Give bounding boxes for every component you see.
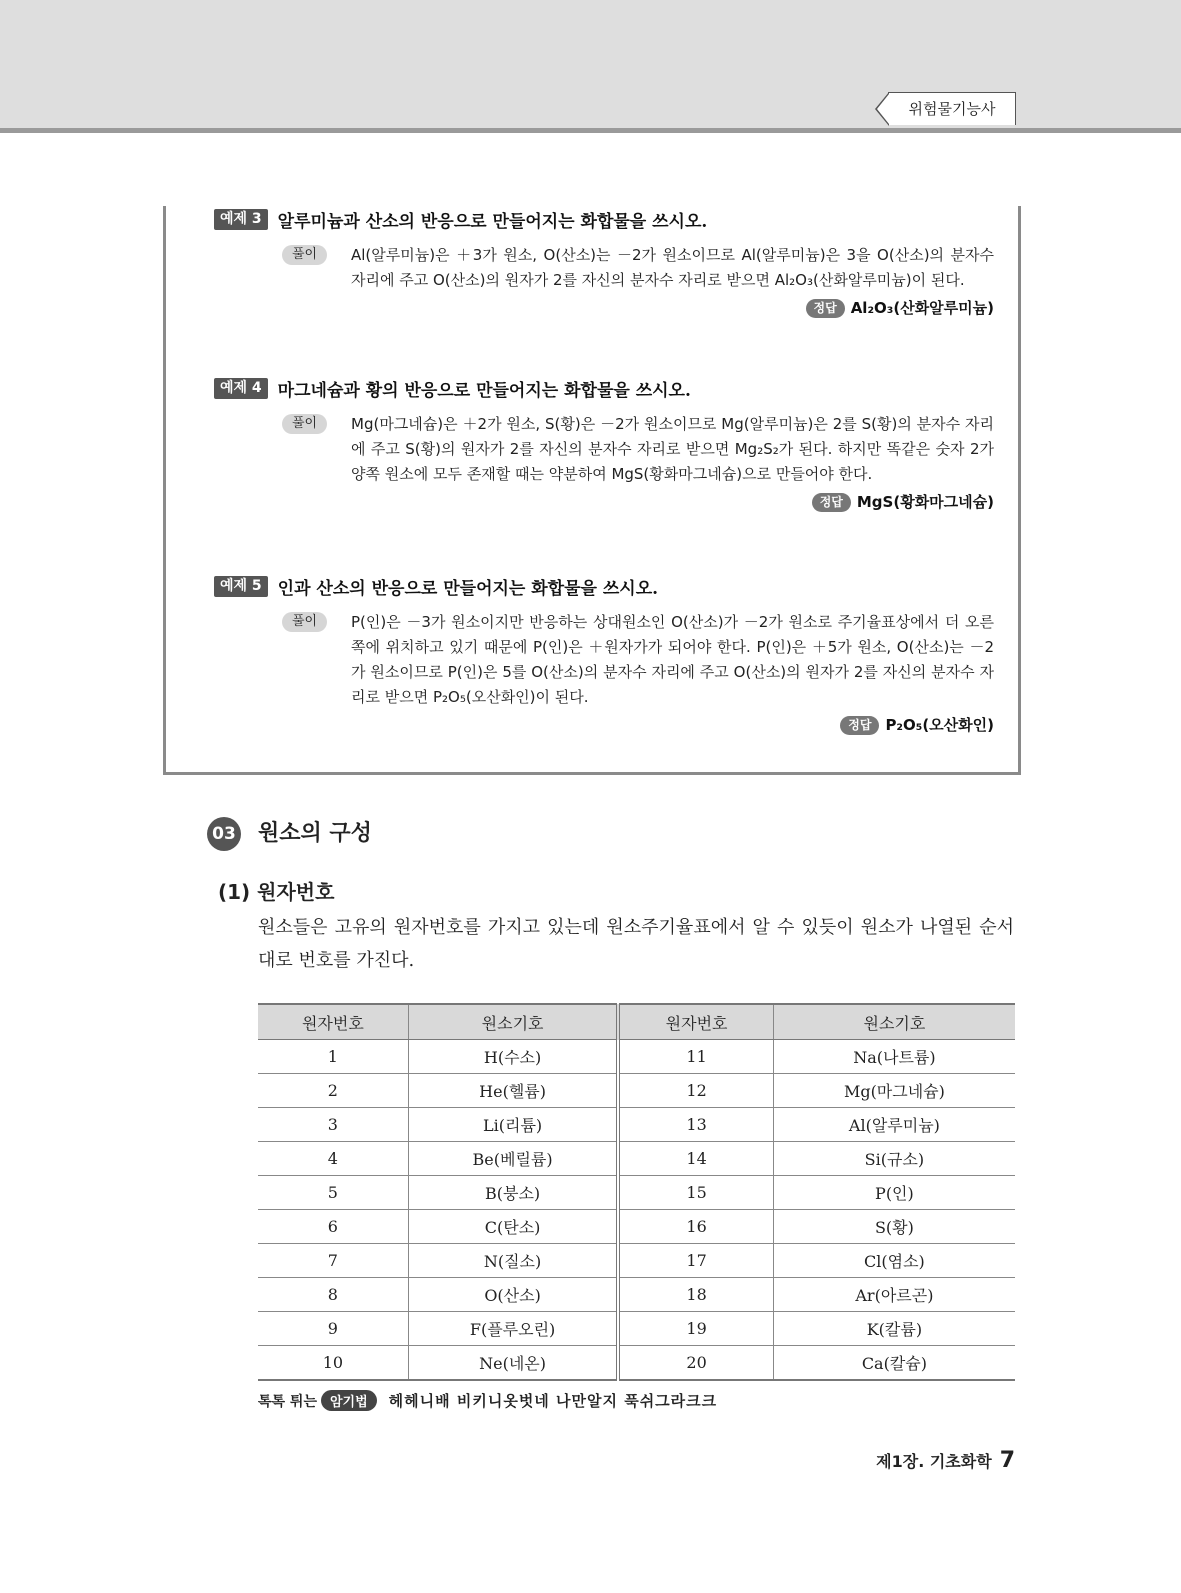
- table-cell: 5: [258, 1176, 408, 1210]
- table-cell: Ar(아르곤): [773, 1278, 1015, 1312]
- tip-brand: 톡톡 튀는: [258, 1393, 317, 1410]
- solution-tag: 풀이: [282, 612, 327, 632]
- answer-line: [214, 714, 994, 735]
- table-cell: F(플루오린): [408, 1312, 618, 1346]
- answer-line: [214, 491, 994, 512]
- table-cell: Cl(염소): [773, 1244, 1015, 1278]
- table-row: [258, 1210, 1015, 1244]
- page-number: 7: [999, 1448, 1015, 1473]
- table-cell: 10: [258, 1346, 408, 1381]
- table-cell: 1: [258, 1040, 408, 1074]
- table-cell: 3: [258, 1108, 408, 1142]
- table-cell: 19: [618, 1312, 773, 1346]
- table-cell: 17: [618, 1244, 773, 1278]
- example-badge: 예제 4: [214, 378, 268, 399]
- table-header-cell: 원자번호: [258, 1004, 408, 1040]
- table-cell: 2: [258, 1074, 408, 1108]
- example-question: 마그네슘과 황의 반응으로 만들어지는 화합물을 쓰시오.: [277, 380, 691, 401]
- table-row: [258, 1040, 1015, 1074]
- table-cell: N(질소): [408, 1244, 618, 1278]
- table-cell: He(헬륨): [408, 1074, 618, 1108]
- section-paragraph: 원소들은 고유의 원자번호를 가지고 있는데 원소주기율표에서 알 수 있듯이 원소가 나열된 순서대로 번호를 가진다.: [258, 917, 1014, 971]
- answer-tag: 정답: [806, 299, 845, 318]
- tip-text: 헤헤니배 비키니옷벗네 나만알지 푹쉬그라크크: [388, 1392, 718, 1410]
- solution-text: Al(알루미늄)은 ＋3가 원소, O(산소)는 －2가 원소이므로 Al(알루미늄)은 3을 O(산소)의 분자수 자리에 주고 O(산소)의 원자가 2를 자신의 분자수 자리로 받으면 Al₂O₃(산화알루미늄)이 된다.: [351, 246, 994, 289]
- tip-label: 암기법: [321, 1390, 377, 1411]
- example-question: 알루미늄과 산소의 반응으로 만들어지는 화합물을 쓰시오.: [277, 211, 708, 232]
- table-cell: O(산소): [408, 1278, 618, 1312]
- table-cell: 13: [618, 1108, 773, 1142]
- table-cell: Ne(네온): [408, 1346, 618, 1381]
- section-title: 원소의 구성: [258, 821, 372, 846]
- table-cell: Be(베릴륨): [408, 1142, 618, 1176]
- answer-tag: 정답: [840, 716, 879, 735]
- tip-line: [258, 1390, 717, 1411]
- subsection-title: (1) 원자번호: [218, 880, 335, 904]
- table-row: [258, 1244, 1015, 1278]
- table-cell: P(인): [773, 1176, 1015, 1210]
- examples-box: [163, 206, 1021, 775]
- table-header-cell: 원자번호: [618, 1004, 773, 1040]
- example-5: [214, 572, 994, 735]
- solution-text: Mg(마그네슘)은 ＋2가 원소, S(황)은 －2가 원소이므로 Mg(알루미늄)은 2를 S(황)의 분자수 자리에 주고 S(황)의 원자가 2를 자신의 분자수 자리로 받으면 Mg₂S₂가 된다. 하지만 똑같은 숫자 2가 양쪽 원소에 모두 존재할 때는 약분하여 MgS(황화마그네슘)으로 만들어야 한다.: [351, 415, 994, 483]
- table-cell: C(탄소): [408, 1210, 618, 1244]
- table-cell: 4: [258, 1142, 408, 1176]
- table-cell: Mg(마그네슘): [773, 1074, 1015, 1108]
- table-row: [258, 1312, 1015, 1346]
- section-number: 03: [207, 817, 241, 851]
- table-cell: H(수소): [408, 1040, 618, 1074]
- header-divider: [0, 128, 1181, 133]
- table-cell: 14: [618, 1142, 773, 1176]
- answer-text: MgS(황화마그네슘): [856, 493, 994, 511]
- table-cell: 8: [258, 1278, 408, 1312]
- table-header-row: [258, 1004, 1015, 1040]
- table-cell: 11: [618, 1040, 773, 1074]
- solution-tag: 풀이: [282, 414, 327, 434]
- table-cell: 7: [258, 1244, 408, 1278]
- table-cell: K(칼륨): [773, 1312, 1015, 1346]
- table-row: [258, 1074, 1015, 1108]
- answer-line: [214, 297, 994, 318]
- page-footer: [876, 1448, 1015, 1473]
- table-cell: 20: [618, 1346, 773, 1381]
- table-header-cell: 원소기호: [408, 1004, 618, 1040]
- example-badge: 예제 3: [214, 209, 268, 230]
- table-cell: 16: [618, 1210, 773, 1244]
- element-table: [258, 1003, 1015, 1381]
- table-cell: 12: [618, 1074, 773, 1108]
- solution-tag: 풀이: [282, 245, 327, 265]
- answer-tag: 정답: [812, 493, 851, 512]
- table-cell: B(붕소): [408, 1176, 618, 1210]
- table-cell: Li(리튬): [408, 1108, 618, 1142]
- table-header-cell: 원소기호: [773, 1004, 1015, 1040]
- example-3: [214, 205, 994, 318]
- table-cell: Si(규소): [773, 1142, 1015, 1176]
- table-row: [258, 1176, 1015, 1210]
- table-cell: Ca(칼슘): [773, 1346, 1015, 1381]
- answer-text: P₂O₅(오산화인): [885, 716, 994, 734]
- table-cell: 9: [258, 1312, 408, 1346]
- table-cell: S(황): [773, 1210, 1015, 1244]
- book-title-tab: 위험물기능사: [888, 92, 1016, 125]
- table-cell: 6: [258, 1210, 408, 1244]
- table-row: [258, 1278, 1015, 1312]
- table-row: [258, 1108, 1015, 1142]
- chapter-label: 제1장. 기초화학: [876, 1452, 992, 1471]
- table-row: [258, 1142, 1015, 1176]
- table-cell: Al(알루미늄): [773, 1108, 1015, 1142]
- answer-text: Al₂O₃(산화알루미늄): [850, 299, 994, 317]
- example-4: [214, 374, 994, 512]
- example-badge: 예제 5: [214, 576, 268, 597]
- example-question: 인과 산소의 반응으로 만들어지는 화합물을 쓰시오.: [277, 578, 659, 599]
- solution-text: P(인)은 －3가 원소이지만 반응하는 상대원소인 O(산소)가 －2가 원소로 주기율표상에서 더 오른쪽에 위치하고 있기 때문에 P(인)은 ＋원자가가 되어야 한다. P(인)은 ＋5가 원소, O(산소)는 －2가 원소이므로 P(인)은 5를 O(산소)의 분자수 자리에 주고 O(산소)의 원자가 2를 자신의 분자수 자리로 받으면 P₂O₅(오산화인)이 된다.: [351, 613, 994, 706]
- table-cell: 15: [618, 1176, 773, 1210]
- table-row: [258, 1346, 1015, 1381]
- table-cell: 18: [618, 1278, 773, 1312]
- table-cell: Na(나트륨): [773, 1040, 1015, 1074]
